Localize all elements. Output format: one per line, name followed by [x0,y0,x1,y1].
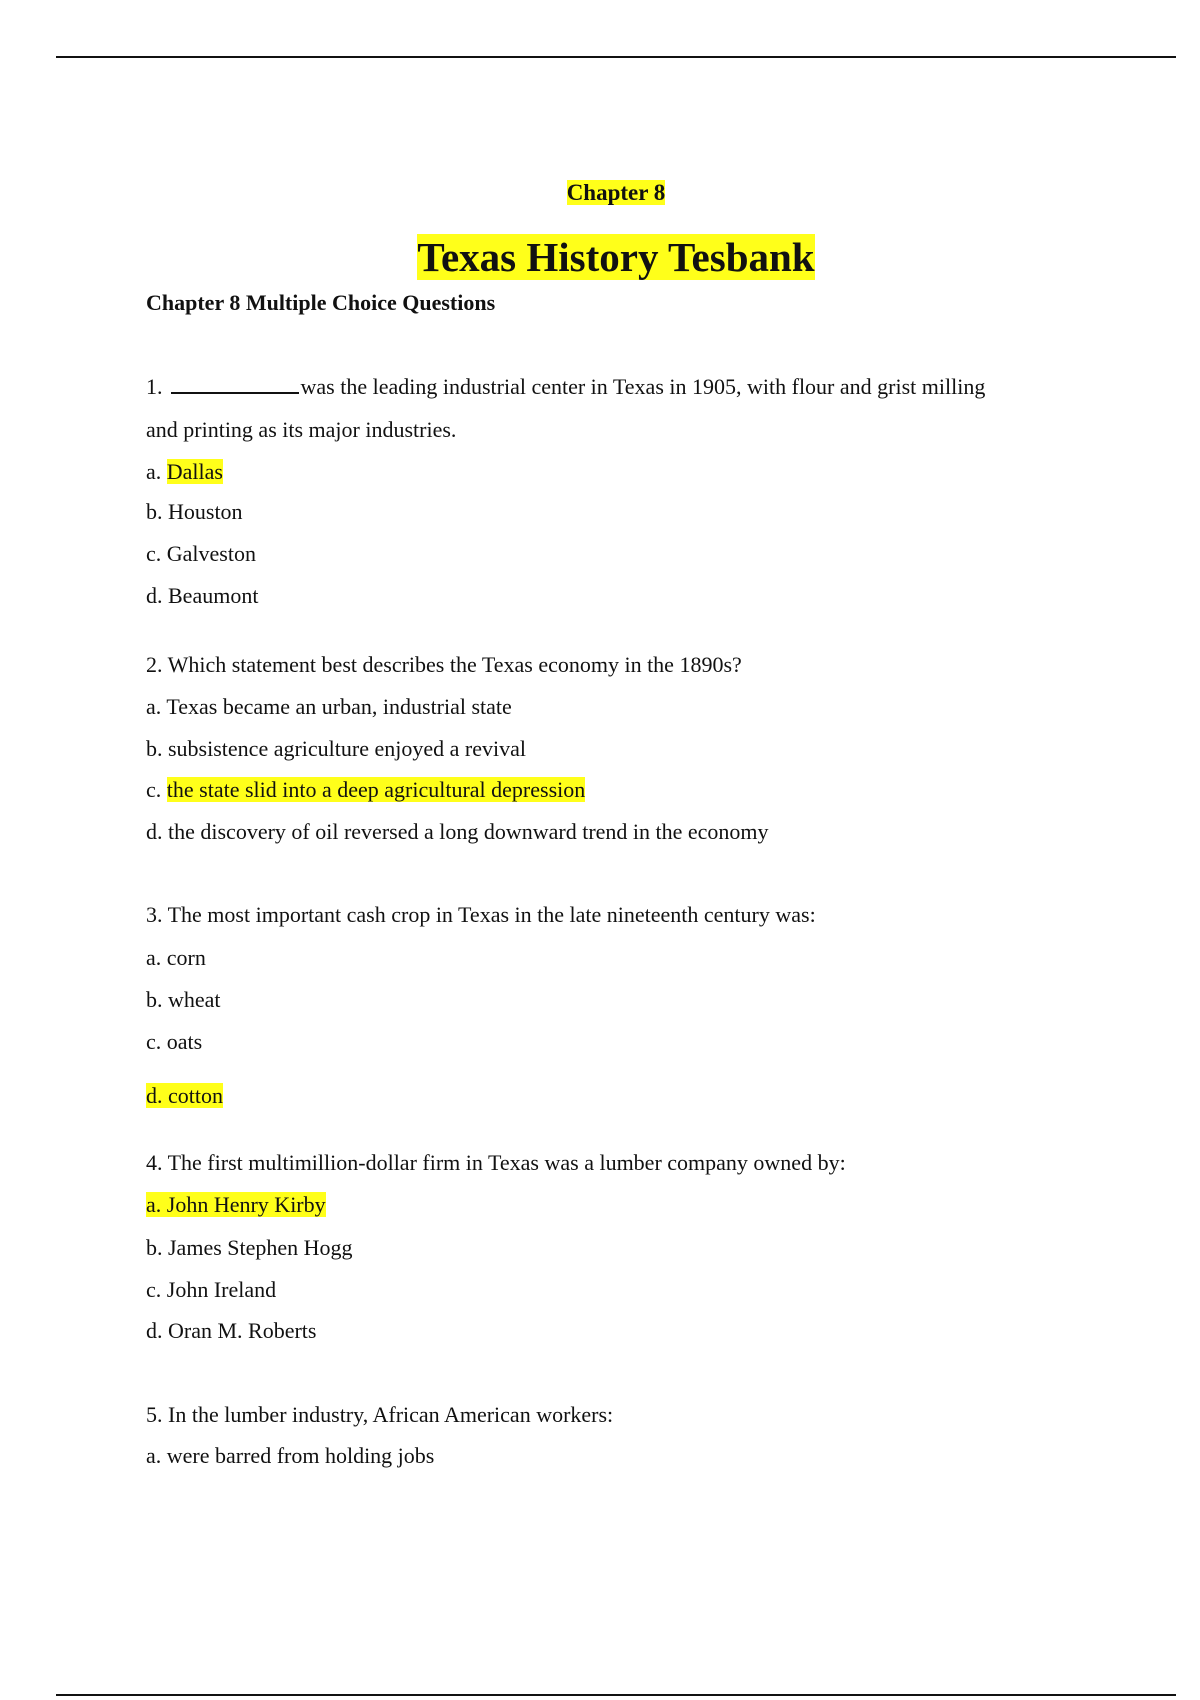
question-1-option-b [146,497,243,527]
option-text: corn [166,945,206,970]
option-letter: b. [146,736,163,761]
question-2-option-a [146,692,512,722]
option-letter: a. [146,945,162,970]
option-text: Houston [168,499,243,524]
page-title [0,232,1200,282]
option-letter: d. [146,1083,163,1108]
option-highlighted [146,1083,223,1108]
option-letter: b. [146,499,163,524]
question-3-stem: 3. The most important cash crop in Texas in the late nineteenth century was: [146,902,816,927]
option-letter: d. [146,819,163,844]
question-2-option-d [146,817,769,847]
option-text-highlighted: Dallas [166,459,223,484]
option-text: James Stephen Hogg [168,1235,353,1260]
option-letter: a. [146,1192,162,1217]
option-text: Beaumont [168,583,259,608]
option-letter: d. [146,583,163,608]
option-letter: a. [146,1443,162,1468]
option-text: oats [166,1029,203,1054]
question-2-stem: 2. Which statement best describes the Texas economy in the 1890s? [146,652,742,677]
option-text: Oran M. Roberts [168,1318,317,1343]
option-letter: b. [146,1235,163,1260]
option-letter: c. [146,1029,162,1054]
option-text: were barred from holding jobs [166,1443,435,1468]
chapter-label [0,180,1200,206]
question-1-option-a [146,457,223,487]
option-text: Galveston [166,541,256,566]
option-text: subsistence agriculture enjoyed a revival [168,736,526,761]
answer-blank [171,374,299,394]
question-3-option-c [146,1027,202,1057]
option-letter: c. [146,1277,162,1302]
question-4-option-d [146,1316,316,1346]
question-4-stem: 4. The first multimillion-dollar firm in Texas was a lumber company owned by: [146,1150,846,1175]
chapter-label-text: Chapter 8 [566,180,666,205]
question-3-option-b [146,985,221,1015]
option-text: the discovery of oil reversed a long downward trend in the economy [168,819,769,844]
option-text: John Henry Kirby [166,1192,326,1217]
option-letter: a. [146,694,162,719]
bottom-rule [56,1694,1176,1696]
option-letter: b. [146,987,163,1012]
option-letter: c. [146,541,162,566]
option-highlighted [146,1192,326,1217]
question-1-stem-text: was the leading industrial center in Texas in 1905, with flour and grist milling [300,374,986,399]
option-letter: a. [146,459,162,484]
question-1-option-c [146,539,256,569]
question-5-option-a [146,1441,434,1471]
option-text: John Ireland [166,1277,277,1302]
question-3-option-d [146,1081,223,1111]
top-rule [56,56,1176,58]
question-1-stem-line1 [146,372,985,402]
option-letter: d. [146,1318,163,1343]
question-2-option-b [146,734,526,764]
option-text-highlighted: the state slid into a deep agricultural depression [166,777,586,802]
question-1-stem-line2: and printing as its major industries. [146,417,457,442]
question-2-option-c [146,775,585,805]
question-4-option-c [146,1275,276,1305]
question-5-stem: 5. In the lumber industry, African American workers: [146,1402,614,1427]
question-1-option-d [146,581,258,611]
question-1-number: 1. [146,374,163,399]
question-3-option-a [146,943,206,973]
question-4-option-a [146,1190,326,1220]
section-heading: Chapter 8 Multiple Choice Questions [146,290,496,315]
option-text: Texas became an urban, industrial state [166,694,512,719]
page-title-text: Texas History Tesbank [417,234,815,280]
option-text: cotton [168,1083,223,1108]
option-letter: c. [146,777,162,802]
question-4-option-b [146,1233,353,1263]
option-text: wheat [168,987,221,1012]
